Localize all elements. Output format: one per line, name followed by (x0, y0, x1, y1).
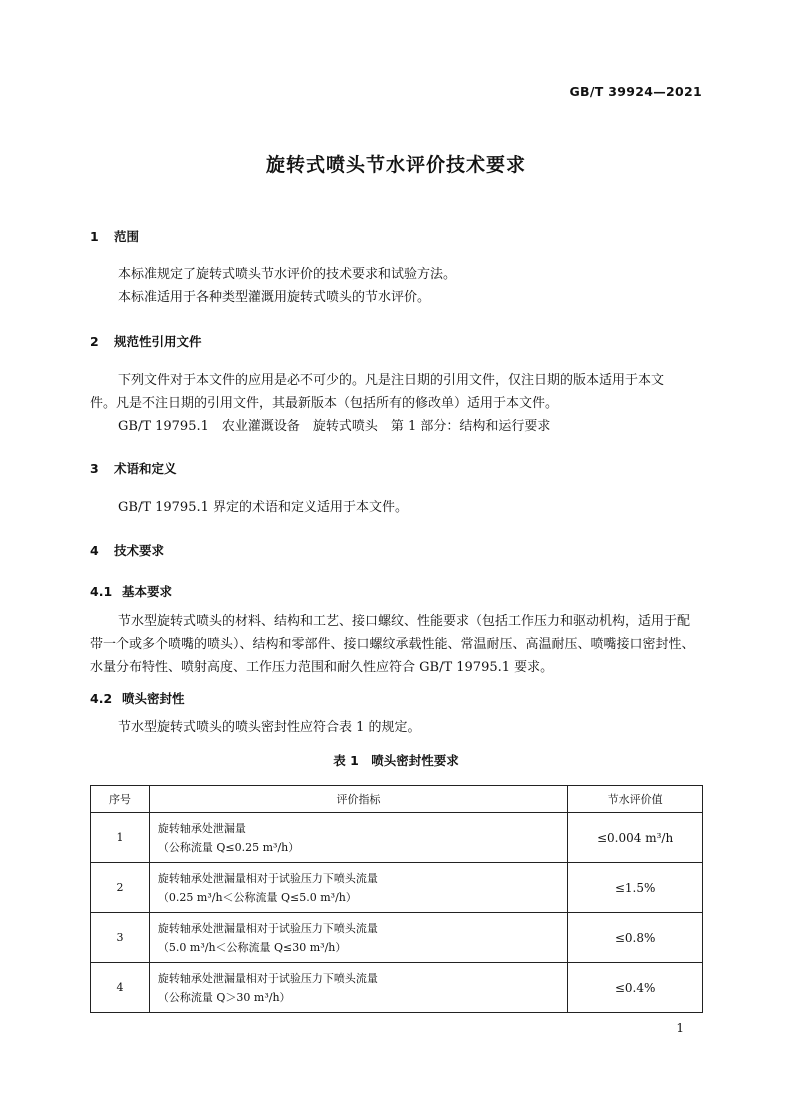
section-4-1-line-1: 节水型旋转式喷头的材料、结构和工艺、接口螺纹、性能要求（包括工作压力和驱动机构，适用于配 (118, 614, 691, 629)
section-4-1-title: 基本要求 (122, 584, 173, 599)
section-4-2-number: 4.2 (90, 691, 113, 706)
header-evaluation-indicator: 评价指标 (149, 786, 567, 813)
section-2-title: 规范性引用文件 (114, 334, 202, 349)
indicator-line-2: （公称流量 Q＞30 m³/h） (157, 990, 291, 1004)
row-number: 2 (91, 863, 150, 913)
row-number: 1 (91, 813, 150, 863)
row-number: 4 (91, 963, 150, 1013)
indicator-line-1: 旋转轴承处泄漏量相对于试验压力下喷头流量 (157, 871, 378, 885)
section-1-number: 1 (90, 229, 99, 244)
table-row (91, 813, 703, 863)
table-row (91, 963, 703, 1013)
page-number: 1 (676, 1021, 684, 1035)
indicator-line-1: 旋转轴承处泄漏量相对于试验压力下喷头流量 (157, 971, 378, 985)
section-4-2-heading (90, 689, 185, 707)
section-4-2-title: 喷头密封性 (122, 691, 185, 706)
section-4-2-para: 节水型旋转式喷头的喷头密封性应符合表 1 的规定。 (118, 720, 421, 735)
section-1-para-2: 本标准适用于各种类型灌溉用旋转式喷头的节水评价。 (118, 290, 431, 305)
table-caption: 表 1 喷头密封性要求 (333, 753, 459, 768)
indicator-line-1: 旋转轴承处泄漏量相对于试验压力下喷头流量 (157, 921, 378, 935)
section-4-1-line-3: 水量分布特性、喷射高度、工作压力范围和耐久性应符合 GB/T 19795.1 要求。 (90, 660, 554, 675)
document-title: 旋转式喷头节水评价技术要求 (265, 154, 526, 176)
row-value: ≤0.4% (568, 963, 703, 1013)
section-4-title: 技术要求 (114, 543, 165, 558)
section-4-1-line-2: 带一个或多个喷嘴的喷头）、结构和零部件、接口螺纹承载性能、常温耐压、高温耐压、喷嘴接口密封性、 (90, 637, 695, 652)
section-2-para-line-2: 件。凡是不注日期的引用文件，其最新版本（包括所有的修改单）适用于本文件。 (90, 396, 559, 411)
section-2-heading (90, 332, 202, 350)
row-indicator (149, 963, 567, 1013)
standard-number: GB/T 39924—2021 (569, 84, 702, 99)
section-3-heading (90, 459, 177, 477)
header-water-saving-value: 节水评价值 (568, 786, 703, 813)
indicator-line-2: （5.0 m³/h＜公称流量 Q≤30 m³/h） (157, 940, 347, 954)
sealing-requirements-table (90, 785, 703, 1013)
indicator-line-2: （公称流量 Q≤0.25 m³/h） (157, 840, 300, 854)
section-4-1-number: 4.1 (90, 584, 113, 599)
row-value: ≤0.8% (568, 913, 703, 963)
section-4-number: 4 (90, 543, 99, 558)
section-4-1-heading (90, 582, 172, 600)
section-1-title: 范围 (114, 229, 140, 244)
section-2-para-line-1: 下列文件对于本文件的应用是必不可少的。凡是注日期的引用文件，仅注日期的版本适用于本文 (118, 373, 665, 388)
indicator-line-2: （0.25 m³/h＜公称流量 Q≤5.0 m³/h） (157, 890, 357, 904)
indicator-line-1: 旋转轴承处泄漏量 (157, 821, 246, 835)
table-header-row (91, 786, 703, 813)
section-3-number: 3 (90, 461, 99, 476)
row-indicator (149, 863, 567, 913)
section-1-heading (90, 227, 139, 245)
table-row (91, 863, 703, 913)
row-indicator (149, 913, 567, 963)
row-value: ≤0.004 m³/h (568, 813, 703, 863)
section-2-number: 2 (90, 334, 99, 349)
table-row (91, 913, 703, 963)
normative-reference: GB/T 19795.1 农业灌溉设备 旋转式喷头 第 1 部分：结构和运行要求 (118, 419, 551, 434)
section-3-para: GB/T 19795.1 界定的术语和定义适用于本文件。 (118, 500, 409, 515)
row-number: 3 (91, 913, 150, 963)
section-4-heading (90, 541, 164, 559)
header-serial-number: 序号 (91, 786, 150, 813)
row-indicator (149, 813, 567, 863)
row-value: ≤1.5% (568, 863, 703, 913)
section-1-para-1: 本标准规定了旋转式喷头节水评价的技术要求和试验方法。 (118, 267, 457, 282)
section-3-title: 术语和定义 (114, 461, 177, 476)
